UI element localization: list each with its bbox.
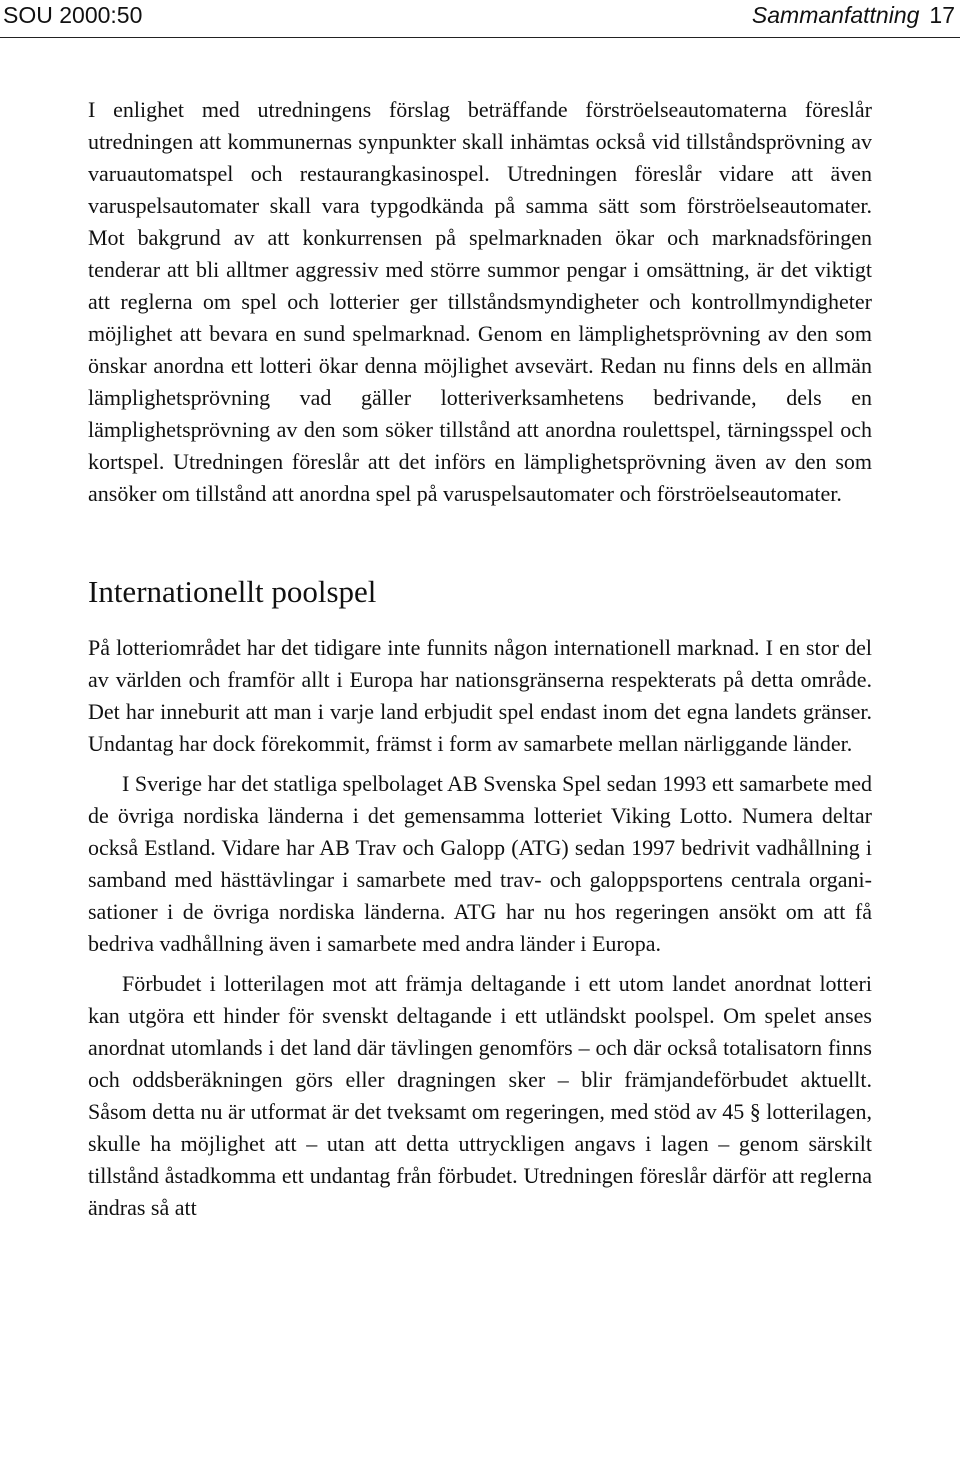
section-heading: Internationellt poolspel bbox=[88, 574, 377, 609]
body-paragraph: I Sverige har det statliga spelbolaget AB Svenska Spel sedan 1993 ett samarbete med de övriga nordiska länderna i det gemensamma lotteriet Viking Lotto. Numera deltar också Estland. Vidare har AB Trav och Galopp (ATG) sedan 1997 bedrivit vadhållning i samband med hästtävlingar i samarbete med trav- och galoppsportens centrala organisationer i de övriga nordiska länderna. ATG har nu hos regeringen ansökt om att få bedriva vadhållning även i samarbete med andra länder i Europa. bbox=[88, 771, 872, 956]
page-header bbox=[0, 0, 960, 34]
body-paragraph: I enlighet med utredningens förslag beträffande förströelseautomaterna föreslår utredningen att kommunernas synpunkter skall inhämtas också vid tillståndsprövning av varuautomatspel och restaurangkasinospel. Utredningen föreslår vidare att även varuspelsautomater skall vara typgodkända på samma sätt som förströelseautomater. Mot bakgrund av att konkurrensen på spelmarknaden ökar och marknadsföringen tenderar att bli alltmer aggressiv med större summor pengar i omsättning, är det viktigt att reglerna om spel och lotterier ger tillståndsmyndigheter och kontrollmyndigheter möjlighet att bevara en sund spelmarknad. Genom en lämplighetsprövning av den som önskar anordna ett lotteri ökar denna möjlighet avsevärt. Redan nu finns dels en allmän lämplighetsprövning vad gäller lotteriverksamhetens bedrivande, dels en lämplighetsprövning av den som söker tillstånd att anordna roulettspel, tärningsspel och kortspel. Utredningen föreslår att det införs en lämplighetsprövning även av den som ansöker om tillstånd att anordna spel på varuspelsautomater och förströelseautomater. bbox=[88, 97, 872, 506]
header-rule bbox=[0, 37, 960, 38]
page-number: 17 bbox=[929, 2, 955, 28]
running-head bbox=[752, 1, 955, 29]
document-id: SOU 2000:50 bbox=[3, 2, 143, 28]
page-body bbox=[88, 94, 872, 1224]
section-title: Sammanfattning bbox=[751, 2, 920, 28]
body-paragraph: Förbudet i lotterilagen mot att främja deltagande i ett utom landet anordnat lotteri kan utgöra ett hinder för svenskt deltagande i ett utländskt poolspel. Om spelet anses anordnat utomlands i det land där tävlingen genomförs – och där också totalisatorn finns och oddsberäkningen görs eller dragningen sker – blir främjandeförbudet aktuellt. Såsom detta nu är utformat är det tveksamt om regeringen, med stöd av 45 § lotterilagen, skulle ha möjlighet att – utan att detta uttryckligen angavs i lagen – genom särskilt tillstånd åstadkomma ett undantag från förbudet. Utredningen föreslår därför att reglerna ändras så att bbox=[88, 971, 872, 1220]
body-paragraph: På lotteriområdet har det tidigare inte funnits någon internationell marknad. I en stor del av världen och framför allt i Europa har nationsgränserna respekterats på detta område. Det har inneburit att man i varje land erbjudit spel endast inom det egna landets gränser. Undantag har dock förekommit, främst i form av samarbete mellan närliggande länder. bbox=[88, 635, 872, 756]
